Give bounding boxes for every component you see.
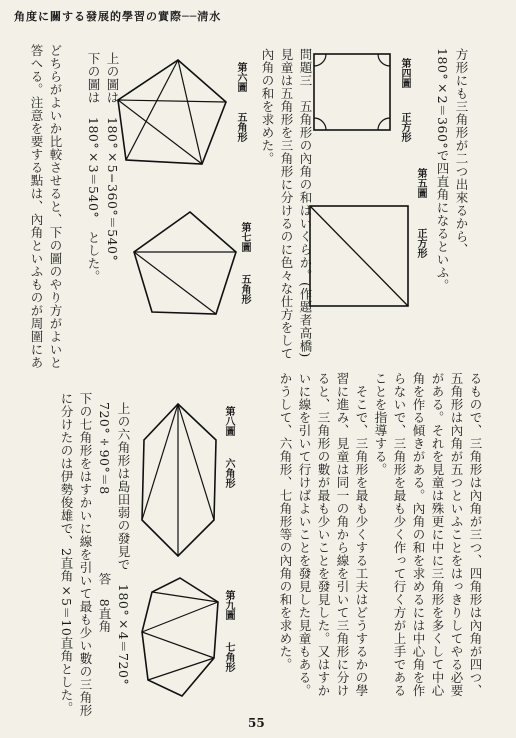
text-top-right-2: 180°×2＝360°で四直角になるといふ。 [435,48,450,293]
left-bottom-line-1: 上の六角形は島田弱の發見で 180°×4＝720° [116,402,131,686]
body-line-7: そこで、三角形を最も少くする工夫はどうするかの學 [354,372,369,697]
figure-7-label: 第七圖 [239,222,250,252]
figure-5-square-diagonal [306,202,412,310]
left-bottom-line-4: に分けたのは伊勢俊雄で、2直角×5＝10直角とした。 [59,392,74,715]
page-number: 55 [248,716,265,730]
left-text-4: 答へる。注意を要する點は、內角といふものが周圍にあ [29,44,44,369]
left-text-2: 下の圖は 180°×3＝540° とした。 [86,52,101,284]
figure-9-label: 第九圖 [223,590,234,620]
figure-8-hexagon [138,400,220,560]
body-line-5: らないで、三角形を最も少く作って行く方が上手である [392,372,407,697]
problem-3-line-2: 見童は五角形を三角形に分けるのに色々な仕方をして [279,48,294,360]
body-line-8: 習に進み、見童は同一の角から線を引いて三角形に分け [335,372,350,697]
body-line-3: がある。それを見童は殊更に中に三角形を多くして中心 [430,372,445,697]
figure-8-shape: 六角形 [223,458,234,488]
figure-9-shape: 七角形 [223,642,234,672]
body-line-4: 角を作る傾きがある。內角の和を求めるには中心角を作 [411,372,426,697]
body-line-1: るもので、三角形は內角が三つ、四角形は內角が四つ、 [468,372,483,697]
body-line-11: かうして、六角形、七角形等の內角の和を求めた。 [278,372,293,671]
body-line-6: ことを指導する。 [373,372,388,476]
problem-3-line-1: 問題三 五角形の內角の和はいくらか。(作題者高橋) [298,48,313,358]
figure-8-label: 第八圖 [223,406,234,436]
figure-5-shape: 正方形 [415,228,426,258]
figure-5-label: 第五圖 [415,168,426,198]
problem-3-line-3: 內角の和を求めた。 [260,48,275,165]
body-line-2: 五角形は內角が五つといふことをはっきりしてやる必要 [449,372,464,697]
body-line-10: いに線を引いて行けばよいことを發見した見童もある。 [297,372,312,697]
text-top-right-1: 方形にも三角形が二つ出來るから、 [454,48,469,256]
figure-9-heptagon [138,574,222,700]
figure-7-pentagon-vertex [130,208,240,318]
body-line-9: ると、三角形の數が最も少いことを發見した。又はすか [316,372,331,697]
left-text-1: 上の圖は 180°×5−360°＝540° [105,52,120,262]
left-text-3: どちらがよいか比較させると、下の圖のやり方がよいと [48,44,63,369]
figure-4-shape: 正方形 [399,112,410,142]
figure-4-label: 第四圖 [399,58,410,88]
left-bottom-line-2: 720°÷90°＝8 答 8直角 [97,402,112,634]
running-header: 角度に關する發展的學習の實際──淸水 [14,10,222,23]
figure-6-shape: 五角形 [235,112,246,142]
figure-6-label: 第六圖 [235,62,246,92]
figure-6-pentagon-center [114,56,230,168]
left-bottom-line-3: 下の七角形をはすかいに線を引いて最も少い數の三角形 [78,392,93,717]
figure-4-square [310,50,394,134]
figure-7-shape: 五角形 [239,274,250,304]
